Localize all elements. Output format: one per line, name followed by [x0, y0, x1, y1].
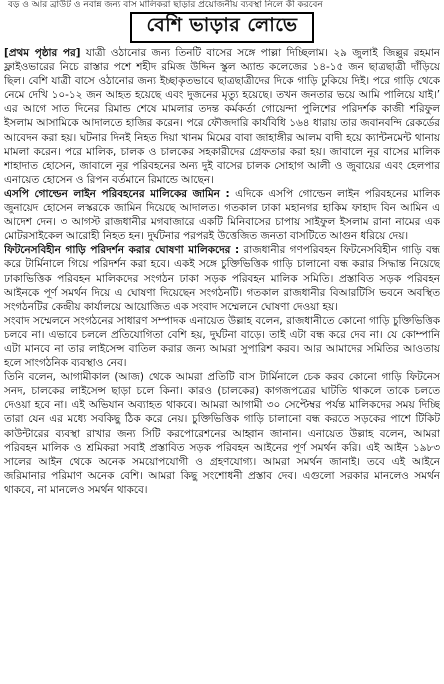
paragraph-4 — [4, 314, 440, 370]
subhead-fitness: ফিটনেসবিহীন গাড়ি পরিদর্শন করার ঘোষণা মালিকদের : — [4, 244, 240, 257]
paragraph-text: সংবাদ সম্মেলনে সংগঠনের সাধারণ সম্পাদক এনায়েত উল্লাহ বলেন, রাজধানীতে কোনো গাড়ি চুক্তিভিত্তিক চলবে না। এভাবে চললে প্রতিযোগিতা বেশি হয়, দুর্ঘটনা বাড়ে। তাই এটা বন্ধ করে দেব না। যে কোম্পানি এটা মানবে না তার লাইসেন্স বাতিল করার জন্য আমরা সুপারিশ করব। আর আমাদের সমিতির আওতায় হলে সাংগঠনিক ব্যবস্থাও নেব। — [4, 314, 440, 370]
subhead-bail: এসপি গোল্ডেন লাইন পরিবহনের মালিকের জামিন : — [4, 187, 230, 200]
article-body — [4, 46, 440, 682]
paragraph-text: এদিকে এসপি গোল্ডেন লাইন পরিবহনের মালিক জুনায়েদ হোসেন লস্করকে জামিন দিয়েছে আদালত। গতকাল ঢাকা মহানগর হাকিম ফাহাদ বিন আমিন এ আদেশ দেন। ৩ আগস্ট রাজধানীর মগবাজারে একটি মিনিবাসের চাপায় সাইফুল ইসলাম রানা নামের এক মোটরসাইকেল আরোহী নিহত হন। দুর্ঘটনার পরপরই উত্তেজিত জনতা বাসটিতে আগুন ধরিয়ে দেয়। — [4, 187, 440, 243]
paragraph-1 — [4, 46, 440, 187]
paragraph-text: তিনি বলেন, আগামীকাল (আজ) থেকে আমরা প্রতিটি বাস টার্মিনালে চেক করব কোনো গাড়ি ফিটনেস সনদ, চালকের লাইসেন্স ছাড়া চলে কিনা। কারও (চালকের) কাগজপত্রের ঘাটতি থাকলে তাকে চলতে দেওয়া হবে না। এই অভিযান অব্যাহত থাকবে। আমরা আগামী ৩০ সেপ্টেম্বর পর্যন্ত মালিকদের সময় দিচ্ছি তারা যেন এর মধ্যে সবকিছু ঠিক করে নেয়। চুক্তিভিত্তিক গাড়ি চালানো বন্ধ করতে সড়কের পাশে টিকিট কাউন্টারের ব্যবস্থা রাখার জন্য সিটি করপোরেশনের আহ্বান জানান। এনায়েত উল্লাহ বলেন, আমরা পরিবহন মালিক ও শ্রমিকরা সবাই প্রস্তাবিত সড়ক পরিবহন আইনের পূর্ণ সমর্থন করি। এই আইন ১৯৮৩ সালের আইন থেকে অনেক সময়োপযোগী ও গ্রহণযোগ্য। আমরা সমর্থন জানাই। তবে এই আইনে জরিমানার পরিমাণ অনেক বেশি। আমরা কিছু সংশোধনী প্রস্তাব দেব। এগুলো সরকার মানলেও সমর্থন থাকবে, না মানলেও সমর্থন থাকবে। — [4, 371, 440, 496]
paragraph-5 — [4, 370, 440, 497]
paragraph-3 — [4, 243, 440, 313]
top-clipped-text: বড় ও আর ব্রাউট ও নবান্ন জন্য বাস মালিকরা ছাড়ার প্রয়োজনীয় ব্যবস্থা নিলে কী করবেন — [8, 0, 323, 10]
paragraph-text: যাত্রী ওঠানোর জন্য তিনটি বাসের সঙ্গে পাল্লা দিচ্ছিলাম। ২৯ জুলাই জিল্লুর রহমান ফ্লাইওভারের নিচে রাস্তার পশে শহীদ রমিজ উদ্দিন স্কুল অ্যান্ড কলেজের ১৪-১৫ জন ছাত্রছাত্রী দাঁড়িয়ে ছিল। বেশি যাত্রী বাসে ওঠানোর জন্য ইচ্ছাকৃতভাবে ছাত্রছাত্রীদের দিকে গাড়ি ঢুকিয়ে দিই। পরে গাড়ি থেকে নেমে দেখি ১০-১২ জন আহত হয়েছে এবং দুজনের মৃত্যু হয়েছে। তখন জনতার ভয়ে আমি পালিয়ে যাই।’ এর আগে সাত দিনের রিমান্ড শেষে মামলার তদন্ত কর্মকর্তা গোয়েন্দা পুলিশের পরিদর্শক কাজী শরিফুল ইসলাম আসামিকে আদালতে হাজির করেন। পরে ফৌজদারি কার্যবিধি ১৬৪ ধারায় তার জবানবন্দি রেকর্ডের আবেদন করা হয়। ঘটনার দিনই নিহত দিয়া খানম মিমের বাবা জাহাঙ্গীর আলম বাদী হয়ে ক্যান্টনমেন্ট থানায় মামলা করেন। পরে মালিক, চালক ও চালকের সহকারীদের গ্রেফতার করা হয়। জাবালে নূর বাসের মালিক শাহাদাত হোসেন, জাবালে নূর পরিবহনের অন্য দুই বাসের চালক সোহাগ আলী ও জুবায়ের এবং হেলপার এনায়েত হোসেন ও রিপন বর্তমানে রিমান্ডে আছেন। — [4, 47, 440, 186]
paragraph-text: রাজধানীর গণপরিবহন ফিটনেসবিহীন গাড়ি বন্ধ করে টার্মিনালে গিয়ে পরিদর্শন করা হবে। একই সঙ্গে চুক্তিভিত্তিক গাড়ি চালানো বন্ধ করার সিদ্ধান্ত নিয়েছে ঢাকাভিত্তিক পরিবহন মালিকদের সংগঠন ঢাকা সড়ক পরিবহন মালিক সমিতি। প্রস্তাবিত সড়ক পরিবহন আইনকে পূর্ণ সমর্থন দিয়ে এ ঘোষণা দিয়েছেন সংগঠনটি। গতকাল রাজধানীর বিআরটিসি ভবনে অবস্থিত সংগঠনটির কেন্দ্রীয় কার্যালয়ে আয়োজিত এক সংবাদ সম্মেলনে ঘোষণা দেওয়া হয়। — [4, 244, 440, 313]
headline: বেশি ভাড়ার লোভে — [130, 12, 313, 43]
headline-container — [0, 10, 444, 44]
paragraph-2 — [4, 187, 440, 243]
paragraph-lead: [প্রথম পৃষ্ঠার পর] — [4, 47, 81, 59]
